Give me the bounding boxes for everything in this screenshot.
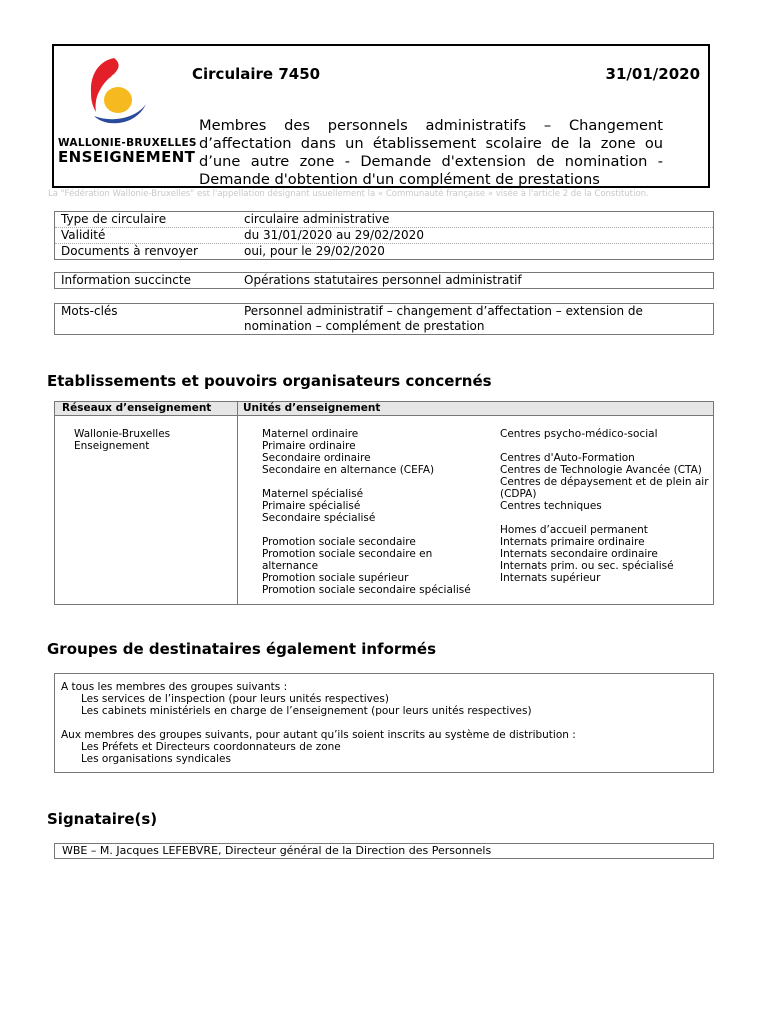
list-item: Les Préfets et Directeurs coordonnateurs de zone <box>81 741 341 753</box>
info-row-documents <box>55 243 713 259</box>
circular-number: Circulaire 7450 <box>192 65 321 83</box>
list-item: Centres d'Auto-Formation <box>500 452 635 464</box>
list-item: Homes d’accueil permanent <box>500 524 648 536</box>
list-item: Secondaire en alternance (CEFA) <box>262 464 435 476</box>
logo-text-wallonie: WALLONIE-BRUXELLES <box>58 137 197 149</box>
list-item: Internats secondaire ordinaire <box>500 548 658 560</box>
list-item: Centres de dépaysement et de plein air <box>500 476 709 488</box>
validity-value: du 31/01/2020 au 29/02/2020 <box>244 228 424 242</box>
list-item: Promotion sociale secondaire en <box>262 548 433 560</box>
circular-info-table <box>54 211 714 260</box>
summary-table <box>54 272 714 289</box>
signataire-box: WBE – M. Jacques LEFEBVRE, Directeur général de la Direction des Personnels <box>54 843 714 859</box>
validity-label: Validité <box>61 228 106 242</box>
summary-label: Information succincte <box>61 273 191 287</box>
units-header: Unités d’enseignement <box>243 402 381 414</box>
list-item: Promotion sociale secondaire <box>262 536 416 548</box>
info-row-summary <box>55 273 713 288</box>
list-item: Secondaire spécialisé <box>262 512 376 524</box>
type-value: circulaire administrative <box>244 212 390 226</box>
list-item: (CDPA) <box>500 488 537 500</box>
list-item: Maternel ordinaire <box>262 428 359 440</box>
units-list <box>262 428 471 596</box>
destinataires-title: Groupes de destinataires également informés <box>47 640 436 658</box>
list-item: Les cabinets ministériels en charge de l’enseignement (pour leurs unités respectives) <box>81 705 532 717</box>
network-line-1: Wallonie-Bruxelles <box>74 428 171 440</box>
list-item: Promotion sociale supérieur <box>262 572 409 584</box>
list-item: Les services de l’inspection (pour leurs unités respectives) <box>81 693 389 705</box>
list-item: Internats prim. ou sec. spécialisé <box>500 560 674 572</box>
destinataires-intro-1: A tous les membres des groupes suivants : <box>61 681 288 693</box>
centers-list <box>500 428 709 584</box>
list-item: Maternel spécialisé <box>262 488 364 500</box>
info-row-validity <box>55 227 713 243</box>
list-item: Secondaire ordinaire <box>262 452 371 464</box>
info-row-type <box>55 212 713 227</box>
keywords-line-1: Personnel administratif – changement d’affectation – extension de <box>244 304 643 318</box>
etablissements-table-header <box>55 402 713 416</box>
keywords-table <box>54 303 714 335</box>
info-row-keywords <box>55 304 713 334</box>
logo-yellow-shape <box>104 87 132 113</box>
networks-list <box>74 428 170 452</box>
etablissements-title: Etablissements et pouvoirs organisateurs concernés <box>47 372 492 390</box>
network-line-2: Enseignement <box>74 440 150 452</box>
list-item: Internats supérieur <box>500 572 601 584</box>
etablissements-table <box>54 401 714 605</box>
column-divider <box>237 402 238 604</box>
documents-label: Documents à renvoyer <box>61 244 198 258</box>
list-item: Centres techniques <box>500 500 602 512</box>
keywords-line-2: nomination – complément de prestation <box>244 319 485 333</box>
documents-value: oui, pour le 29/02/2020 <box>244 244 385 258</box>
circular-subject: Membres des personnels administratifs – Changement d’affectation dans un établissement scolaire de la zone ou d’une autre zone - Demande d'extension de nomination - Demande d'obtention d'un complément de prestations <box>199 117 663 188</box>
list-item: Centres psycho-médico-social <box>500 428 658 440</box>
list-item: Les organisations syndicales <box>81 753 231 765</box>
list-item: Primaire ordinaire <box>262 440 356 452</box>
list-item: alternance <box>262 560 319 572</box>
keywords-label: Mots-clés <box>61 304 118 318</box>
keywords-value <box>244 304 713 334</box>
list-item: Internats primaire ordinaire <box>500 536 645 548</box>
type-label: Type de circulaire <box>61 212 167 226</box>
networks-header: Réseaux d’enseignement <box>62 402 212 414</box>
list-item: Primaire spécialisé <box>262 500 361 512</box>
list-item: Promotion sociale secondaire spécialisé <box>262 584 471 596</box>
circular-date: 31/01/2020 <box>605 65 700 83</box>
summary-value: Opérations statutaires personnel administratif <box>244 273 522 287</box>
signataire-title: Signataire(s) <box>47 810 158 828</box>
list-item: Centres de Technologie Avancée (CTA) <box>500 464 702 476</box>
destinataires-box <box>54 673 714 773</box>
federation-note: La "Fédération Wallonie-Bruxelles" est l'appellation désignant usuellement la « Communauté française » visée à l'article 2 de la Constitution. <box>48 189 649 199</box>
destinataires-intro-2: Aux membres des groupes suivants, pour autant qu’ils soient inscrits au système de distribution : <box>61 729 576 741</box>
logo-text-enseignement: ENSEIGNEMENT <box>58 148 196 166</box>
